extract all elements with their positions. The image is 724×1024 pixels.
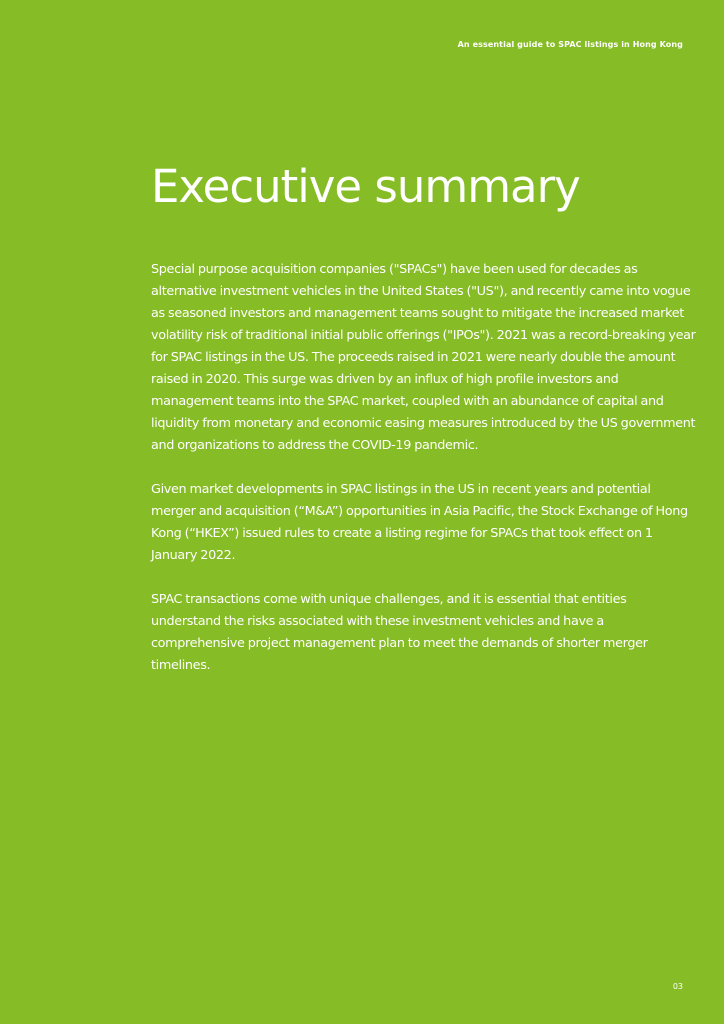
running-header-title: An essential guide to SPAC listings in Hong Kong bbox=[457, 40, 683, 49]
body-text bbox=[151, 259, 696, 699]
paragraph-challenges: SPAC transactions come with unique challenges, and it is essential that entities understand the risks associated with these investment vehicles and have a comprehensive project management plan to meet the demands of shorter merger timelines. bbox=[151, 592, 648, 673]
paragraph-hkex-regime: Given market developments in SPAC listings in the US in recent years and potential merger and acquisition (“M&A”) opportunities in Asia Pacific, the Stock Exchange of Hong Kong (“HKEX”) issued rules to create a listing regime for SPACs that took effect on 1 January 2022. bbox=[151, 482, 688, 563]
page-number: 03 bbox=[672, 982, 683, 991]
page-title: Executive summary bbox=[151, 160, 580, 213]
paragraph-spac-overview: Special purpose acquisition companies ("SPACs") have been used for decades as alternative investment vehicles in the United States ("US"), and recently came into vogue as seasoned investors and management teams sought to mitigate the increased market volatility risk of traditional initial public offerings ("IPOs"). 2021 was a record-breaking year for SPAC listings in the US. The proceeds raised in 2021 were nearly double the amount raised in 2020. This surge was driven by an influx of high profile investors and management teams into the SPAC market, coupled with an abundance of capital and liquidity from monetary and economic easing measures introduced by the US government and organizations to address the COVID-19 pandemic. bbox=[151, 262, 696, 453]
